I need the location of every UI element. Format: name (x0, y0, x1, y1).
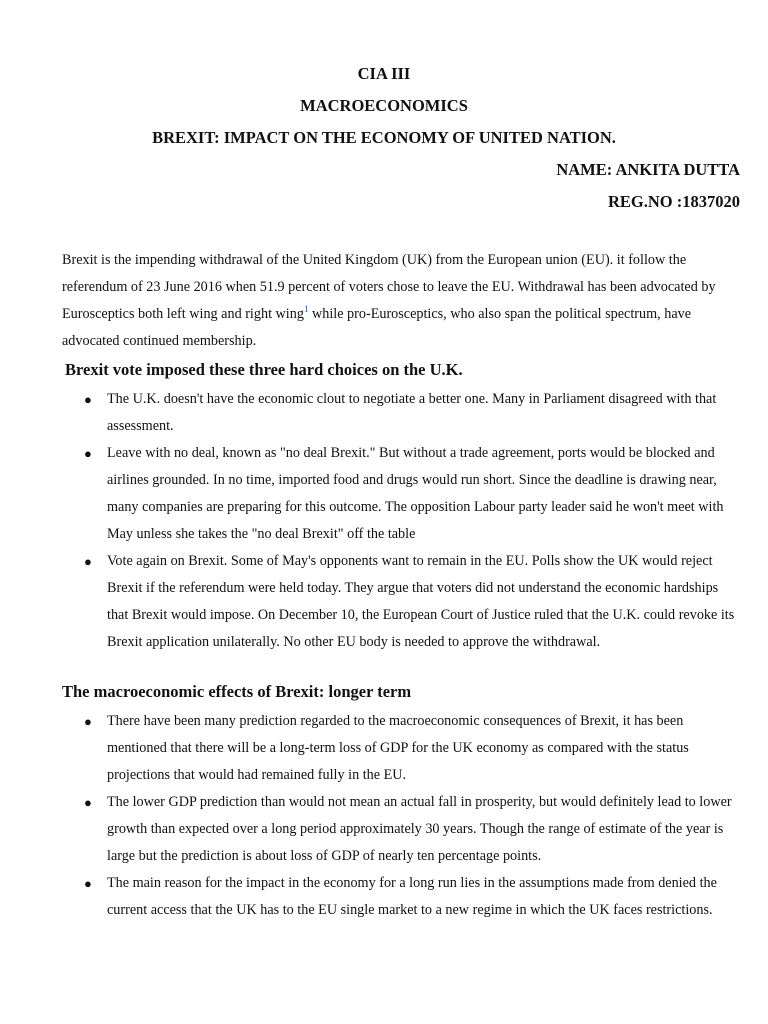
bullet-icon: ● (84, 554, 92, 569)
bullet-icon: ● (84, 795, 92, 810)
list-item-text: The main reason for the impact in the economy for a long run lies in the assumptions made from denied the current access that the UK has to the EU single market to a new regime in which the UK faces restrictions. (107, 875, 717, 918)
bullet-icon: ● (84, 876, 92, 891)
intro-paragraph (62, 247, 738, 355)
intro-text-part2: while pro-Eurosceptics, who also span the political spectrum, have advocated continued membership. (62, 306, 692, 349)
bullet-icon: ● (84, 392, 92, 407)
list-item-text: The U.K. doesn't have the economic clout to negotiate a better one. Many in Parliament disagreed with that assessment. (107, 391, 717, 434)
doc-header-line2: MACROECONOMICS (300, 96, 468, 115)
bullet-icon: ● (84, 714, 92, 729)
list-item (0, 548, 740, 656)
list-item-text: There have been many prediction regarded to the macroeconomic consequences of Brexit, it has been mentioned that there will be a long-term loss of GDP for the UK economy as compared with the status projections that would had remained fully in the EU. (107, 713, 689, 783)
doc-header-line1: CIA III (357, 64, 411, 83)
section1-bullet-list (0, 386, 740, 656)
list-item-text: Leave with no deal, known as "no deal Brexit." But without a trade agreement, ports would be blocked and airlines grounded. In no time, imported food and drugs would run short. Since the deadline is drawing near, many companies are preparing for this outcome. The opposition Labour party leader said he won't meet with May unless she takes the "no deal Brexit" off the table (107, 445, 724, 542)
list-item-text: Vote again on Brexit. Some of May's opponents want to remain in the EU. Polls show the UK would reject Brexit if the referendum were held today. They argue that voters did not understand the economic hardships that Brexit would impose. On December 10, the European Court of Justice ruled that the U.K. could revoke its Brexit application unilaterally. No other EU body is needed to approve the withdrawal. (107, 553, 735, 650)
list-item (0, 789, 740, 870)
registration-number: REG.NO :1837020 (608, 192, 740, 211)
list-item (0, 870, 740, 924)
section2-bullet-list (0, 708, 740, 924)
list-item (0, 440, 740, 548)
list-item (0, 708, 740, 789)
section2-heading: The macroeconomic effects of Brexit: longer term (62, 682, 412, 701)
author-name: NAME: ANKITA DUTTA (556, 160, 740, 179)
intro-text-part1: Brexit is the impending withdrawal of the United Kingdom (UK) from the European union (EU). it follow the referendum of 23 June 2016 when 51.9 percent of voters chose to leave the EU. Withdrawal has been advocated by Eurosceptics both left wing and right wing (62, 252, 716, 322)
bullet-icon: ● (84, 446, 92, 461)
list-item (0, 386, 740, 440)
doc-title: BREXIT: IMPACT ON THE ECONOMY OF UNITED NATION. (152, 128, 616, 147)
footnote-link[interactable]: 1 (303, 304, 309, 314)
list-item-text: The lower GDP prediction than would not mean an actual fall in prosperity, but would definitely lead to lower growth than expected over a long period approximately 30 years. Though the range of estimate of the year is large but the prediction is about loss of GDP of nearly ten percentage points. (107, 794, 732, 864)
section1-heading: Brexit vote imposed these three hard choices on the U.K. (65, 360, 463, 379)
